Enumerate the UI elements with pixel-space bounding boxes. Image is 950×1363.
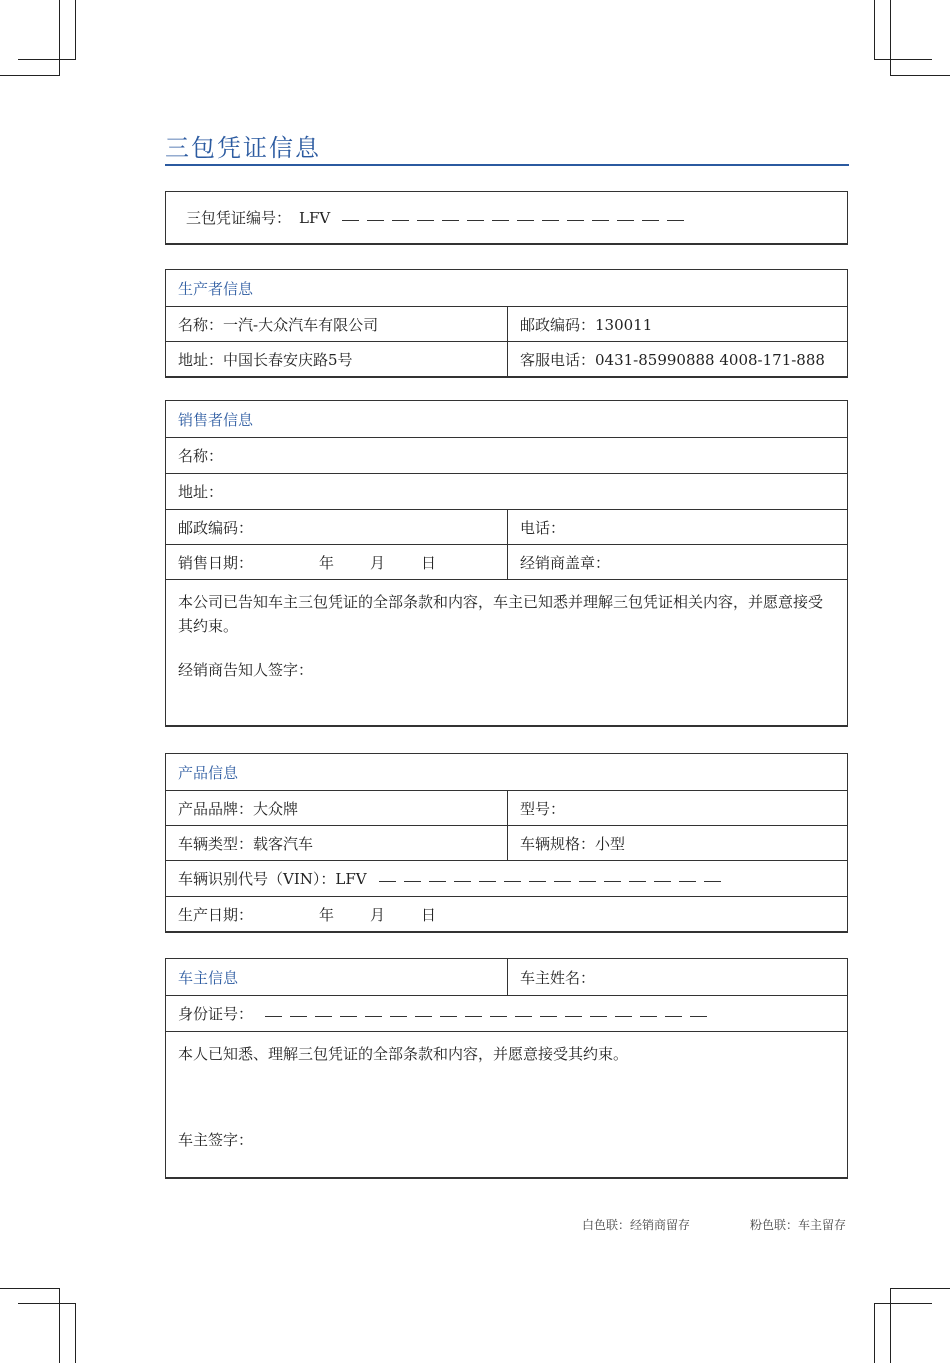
owner-statement: 本人已知悉、理解三包凭证的全部条款和内容，并愿意接受其约束。 <box>178 1045 629 1063</box>
blank-slot[interactable] <box>592 220 609 221</box>
blank-slot[interactable] <box>704 881 721 882</box>
blank-slot[interactable] <box>665 1016 682 1017</box>
blank-slot[interactable] <box>554 881 571 882</box>
owner-info-table <box>165 958 848 1179</box>
footer-white-copy: 白色联：经销商留存 <box>582 1218 691 1232</box>
product-info-table <box>165 753 848 933</box>
certificate-number-label: 三包凭证编号： <box>186 209 292 227</box>
blank-slot[interactable] <box>542 220 559 221</box>
dealer-stamp-field[interactable]: 经销商盖章： <box>520 553 611 572</box>
product-model-field[interactable]: 型号： <box>520 799 566 818</box>
blank-slot[interactable] <box>454 881 471 882</box>
blank-slot[interactable] <box>579 881 596 882</box>
blank-slot[interactable] <box>415 1016 432 1017</box>
production-date-year: 年 <box>319 905 335 924</box>
certificate-number-box <box>165 191 848 245</box>
seller-postcode-field[interactable]: 邮政编码： <box>166 510 508 544</box>
producer-heading: 生产者信息 <box>178 279 254 298</box>
producer-address: 地址：中国长春安庆路5号 <box>166 342 508 376</box>
vin-field[interactable] <box>166 861 847 896</box>
blank-slot[interactable] <box>642 220 659 221</box>
product-heading: 产品信息 <box>178 763 239 782</box>
owner-heading: 车主信息 <box>166 959 508 995</box>
blank-slot[interactable] <box>290 1016 307 1017</box>
seller-phone-field[interactable]: 电话： <box>520 518 566 537</box>
production-date-label: 生产日期： <box>178 905 254 924</box>
footer-pink-copy: 粉色联：车主留存 <box>750 1218 847 1232</box>
blank-slot[interactable] <box>515 1016 532 1017</box>
certificate-number-blanks[interactable] <box>334 214 684 221</box>
blank-slot[interactable] <box>404 881 421 882</box>
blank-slot[interactable] <box>340 1016 357 1017</box>
blank-slot[interactable] <box>429 881 446 882</box>
producer-postcode: 邮政编码：130011 <box>520 315 653 334</box>
producer-info-table <box>165 269 848 378</box>
blank-slot[interactable] <box>417 220 434 221</box>
blank-slot[interactable] <box>315 1016 332 1017</box>
seller-name-field[interactable]: 名称： <box>178 447 224 465</box>
blank-slot[interactable] <box>640 1016 657 1017</box>
blank-slot[interactable] <box>390 1016 407 1017</box>
owner-name-field[interactable]: 车主姓名： <box>520 968 596 987</box>
vehicle-spec: 车辆规格：小型 <box>520 834 626 853</box>
owner-signature-field[interactable]: 车主签字： <box>178 1130 254 1149</box>
blank-slot[interactable] <box>367 220 384 221</box>
blank-slot[interactable] <box>615 1016 632 1017</box>
owner-id-field[interactable] <box>166 996 847 1031</box>
sale-date-month: 月 <box>370 553 386 572</box>
vehicle-type: 车辆类型：载客汽车 <box>166 826 508 860</box>
blank-slot[interactable] <box>667 220 684 221</box>
sale-date-label: 销售日期： <box>178 553 254 572</box>
vin-label: 车辆识别代号（VIN）：LFV <box>178 870 367 888</box>
sale-date-day: 日 <box>421 553 437 572</box>
vin-blanks[interactable] <box>371 875 721 882</box>
sale-date-field[interactable] <box>166 545 508 579</box>
blank-slot[interactable] <box>604 881 621 882</box>
blank-slot[interactable] <box>529 881 546 882</box>
owner-id-label: 身份证号： <box>178 1005 254 1023</box>
blank-slot[interactable] <box>440 1016 457 1017</box>
blank-slot[interactable] <box>504 881 521 882</box>
blank-slot[interactable] <box>490 1016 507 1017</box>
product-brand: 产品品牌：大众牌 <box>166 791 508 825</box>
owner-id-blanks[interactable] <box>257 1010 707 1017</box>
production-date-day: 日 <box>421 905 437 924</box>
sale-date-year: 年 <box>319 553 335 572</box>
blank-slot[interactable] <box>442 220 459 221</box>
blank-slot[interactable] <box>565 1016 582 1017</box>
blank-slot[interactable] <box>265 1016 282 1017</box>
blank-slot[interactable] <box>567 220 584 221</box>
blank-slot[interactable] <box>517 220 534 221</box>
blank-slot[interactable] <box>540 1016 557 1017</box>
blank-slot[interactable] <box>342 220 359 221</box>
production-date-field[interactable] <box>166 897 847 931</box>
blank-slot[interactable] <box>467 220 484 221</box>
seller-heading: 销售者信息 <box>178 410 254 429</box>
blank-slot[interactable] <box>654 881 671 882</box>
blank-slot[interactable] <box>492 220 509 221</box>
blank-slot[interactable] <box>629 881 646 882</box>
certificate-prefix: LFV <box>299 208 331 227</box>
seller-statement: 本公司已告知车主三包凭证的全部条款和内容，车主已知悉并理解三包凭证相关内容，并愿意接受其约束。 <box>178 593 824 635</box>
blank-slot[interactable] <box>617 220 634 221</box>
production-date-month: 月 <box>370 905 386 924</box>
producer-name: 名称：一汽-大众汽车有限公司 <box>166 307 508 341</box>
dealer-signature-field[interactable]: 经销商告知人签字： <box>178 660 314 679</box>
page-title: 三包凭证信息 <box>165 128 849 166</box>
blank-slot[interactable] <box>590 1016 607 1017</box>
seller-info-table <box>165 400 848 727</box>
blank-slot[interactable] <box>479 881 496 882</box>
seller-address-field[interactable]: 地址： <box>178 483 224 501</box>
blank-slot[interactable] <box>465 1016 482 1017</box>
blank-slot[interactable] <box>679 881 696 882</box>
blank-slot[interactable] <box>379 881 396 882</box>
blank-slot[interactable] <box>392 220 409 221</box>
blank-slot[interactable] <box>365 1016 382 1017</box>
producer-phone: 客服电话：0431-85990888 4008-171-888 <box>520 350 825 369</box>
blank-slot[interactable] <box>690 1016 707 1017</box>
